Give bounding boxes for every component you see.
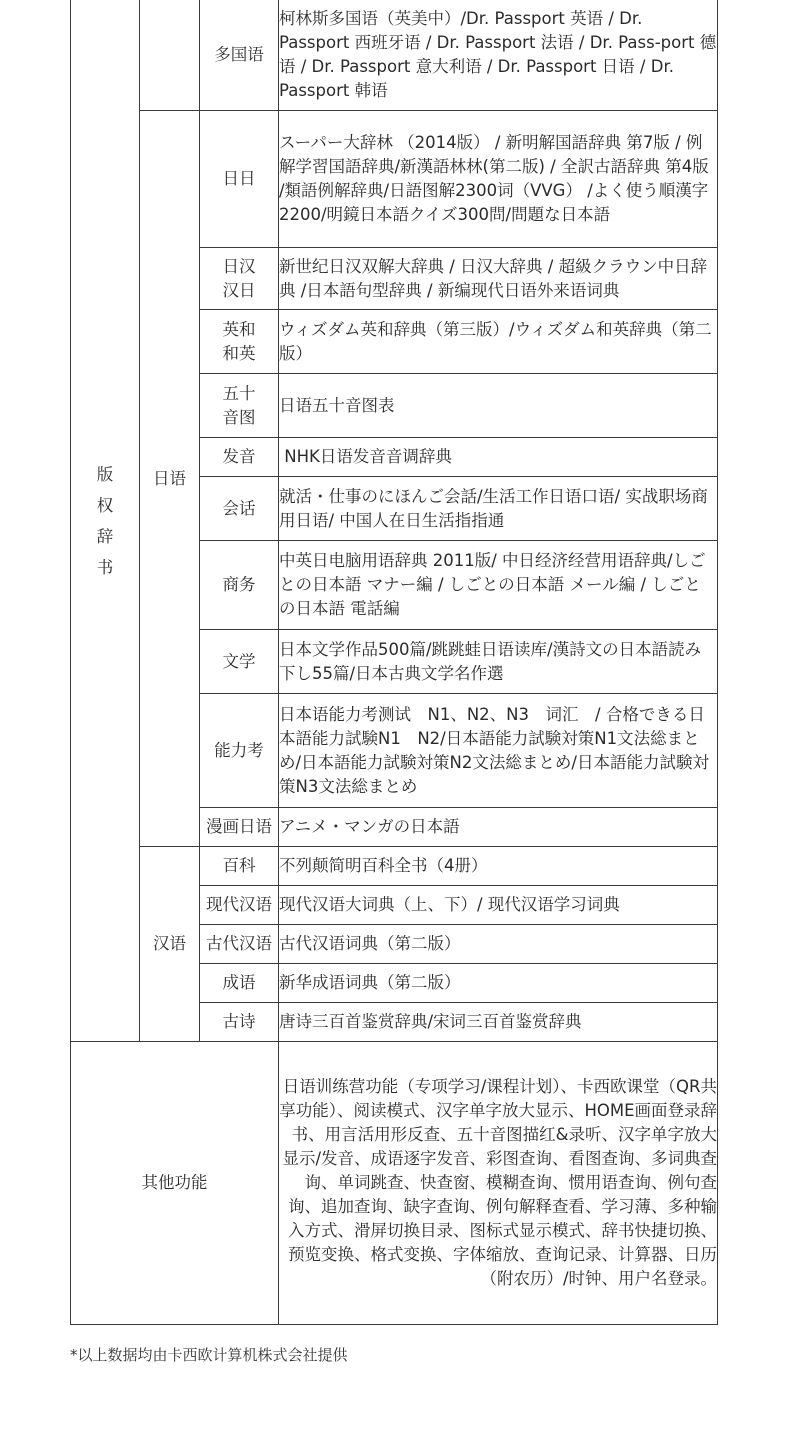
row-content-multilingual: 柯林斯多国语（英美中）/Dr. Passport 英语 / Dr. Passport 西班牙语 / Dr. Passport 法语 / Dr. Pass-port 德语 / Dr. Passport 意大利语 / Dr. Passport 日语 / Dr. Passport 韩语 <box>279 0 718 111</box>
row-label-jlpt: 能力考 <box>200 694 279 808</box>
row-label-kana: 五十音图 <box>200 374 279 438</box>
row-content-manga: アニメ・マンガの日本語 <box>279 808 718 847</box>
row-label-jj: 日日 <box>200 111 279 248</box>
row-label-idiom: 成语 <box>200 964 279 1003</box>
row-label-business: 商务 <box>200 541 279 630</box>
row-label-multilingual: 多国语 <box>200 0 279 111</box>
row-content-jj: スーパー大辞林 （2014版） / 新明解国語辞典 第7版 / 例解学習国語辞典/新漢語林林(第二版) / 全訳古語辞典 第4版 /類語例解辞典/日語图解2300词（VVG） /よく使う順漢字2200/明鏡日本語クイズ300問/問題な日本語 <box>279 111 718 248</box>
table-row <box>71 1042 718 1325</box>
row-content-kana: 日语五十音图表 <box>279 374 718 438</box>
row-label-literature: 文学 <box>200 630 279 694</box>
row-content-pronunciation: NHK日语发音音调辞典 <box>279 438 718 477</box>
blank-category-cell <box>140 0 200 111</box>
row-content-poetry: 唐诗三百首鉴赏辞典/宋词三百首鉴赏辞典 <box>279 1003 718 1042</box>
group-label-japanese: 日语 <box>140 111 200 847</box>
row-content-ej: ウィズダム英和辞典（第三版）/ウィズダム和英辞典（第二版） <box>279 310 718 374</box>
row-content-ancient-chinese: 古代汉语词典（第二版） <box>279 925 718 964</box>
row-label-ancient-chinese: 古代汉语 <box>200 925 279 964</box>
row-content-modern-chinese: 现代汉语大词典（上、下）/ 现代汉语学习词典 <box>279 886 718 925</box>
copyright-dict-label: 版权辞书 <box>96 464 114 577</box>
row-label-pronunciation: 发音 <box>200 438 279 477</box>
row-label-ej: 英和和英 <box>200 310 279 374</box>
footnote: *以上数据均由卡西欧计算机株式会社提供 <box>70 1346 348 1364</box>
row-label-conversation: 会话 <box>200 477 279 541</box>
row-label-manga: 漫画日语 <box>200 808 279 847</box>
other-functions-label: 其他功能 <box>71 1042 279 1325</box>
row-content-idiom: 新华成语词典（第二版） <box>279 964 718 1003</box>
dictionary-spec-table <box>70 0 718 1325</box>
table-row <box>71 0 718 111</box>
row-label-encyclopedia: 百科 <box>200 847 279 886</box>
row-label-jc: 日汉汉日 <box>200 248 279 310</box>
row-content-encyclopedia: 不列颠简明百科全书（4册） <box>279 847 718 886</box>
row-content-business: 中英日电脑用语辞典 2011版/ 中日经济经营用语辞典/しごとの日本語 マナー編 / しごとの日本語 メール編 / しごとの日本語 電話編 <box>279 541 718 630</box>
row-label-modern-chinese: 现代汉语 <box>200 886 279 925</box>
other-functions-content: 日语训练营功能（专项学习/课程计划）、卡西欧课堂（QR共享功能）、阅读模式、汉字单字放大显示、HOME画面登录辞书、用言活用形反查、五十音图描红&录听、汉字单字放大显示/发音、成语逐字发音、彩图查询、看图查询、多词典查询、单词跳查、快查窗、模糊查询、惯用语查询、例句查询、追加查询、缺字查询、例句解释查看、学习薄、多种输入方式、滑屏切换目录、图标式显示模式、辞书快捷切换、预览变换、格式变换、字体缩放、查询记录、计算器、日历（附农历）/时钟、用户名登录。 <box>279 1042 718 1325</box>
table-row <box>71 847 718 886</box>
row-content-jc: 新世纪日汉双解大辞典 / 日汉大辞典 / 超級クラウン中日辞典 /日本語句型辞典 / 新编现代日语外来语词典 <box>279 248 718 310</box>
row-content-literature: 日本文学作品500篇/跳跳蛙日语读库/漢詩文の日本語読み下し55篇/日本古典文学名作選 <box>279 630 718 694</box>
row-content-conversation: 就活・仕事のにほんご会話/生活工作日语口语/ 实战职场商用日语/ 中国人在日生活指指通 <box>279 477 718 541</box>
copyright-dict-cell <box>71 0 140 1042</box>
row-content-jlpt: 日本语能力考测试 N1、N2、N3 词汇 / 合格できる日本語能力試験N1 N2/日本語能力試験対策N1文法総まとめ/日本語能力試験対策N2文法総まとめ/日本語能力試験対策N3文法総まとめ <box>279 694 718 808</box>
row-label-poetry: 古诗 <box>200 1003 279 1042</box>
group-label-chinese: 汉语 <box>140 847 200 1042</box>
table-row <box>71 111 718 248</box>
